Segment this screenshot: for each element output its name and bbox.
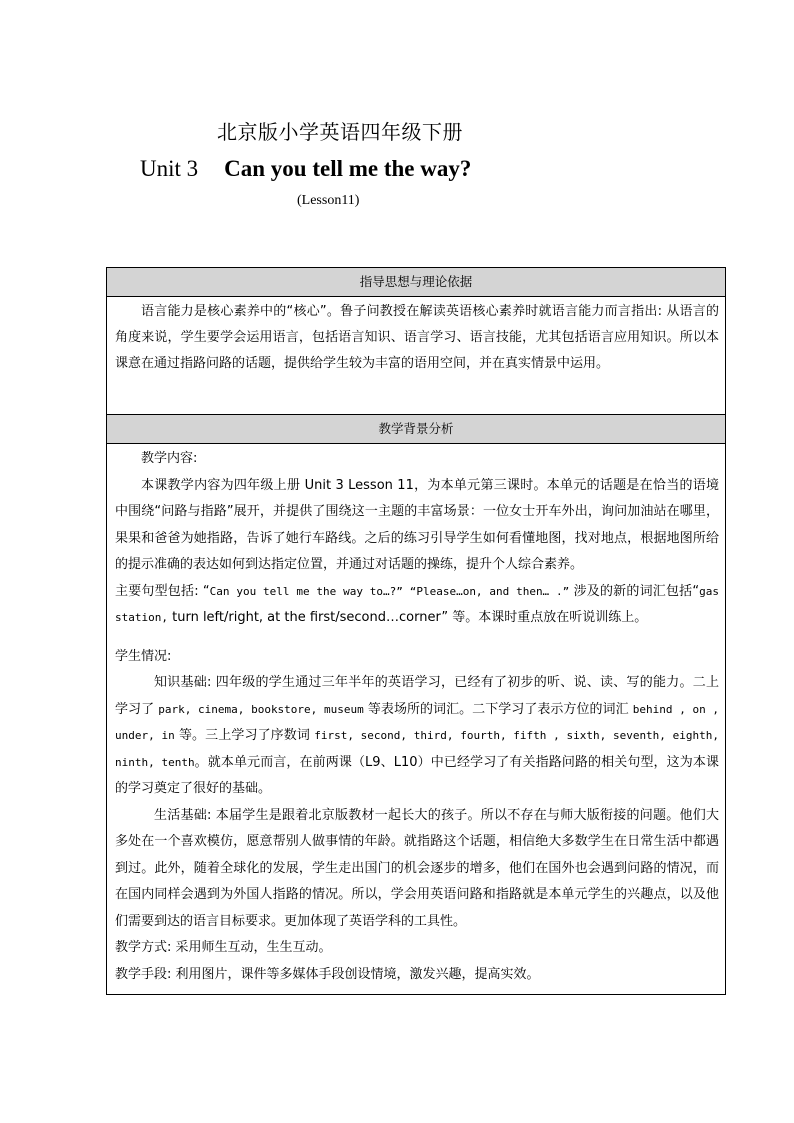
teaching-method: 教学方式: 采用师生互动，生生互动。 <box>115 940 332 955</box>
patterns-text-e: turn left/right, at the first/second…corner” 等。本课时重点放在听说训练上。 <box>167 610 648 625</box>
knowledge-text-g: 。就本单元而言，在前两课（L9、L10）中已经学习了有关指路问路的相关句型，这为本课的学习奠定了很好的基础。 <box>115 754 719 796</box>
patterns-text-b: Can you tell me the way to…?” “Please…on, and then… .” <box>209 584 570 598</box>
section-body-background <box>107 444 725 994</box>
section-heading-background: 教学背景分析 <box>107 415 725 444</box>
unit-title: Can you tell me the way? <box>224 156 472 181</box>
section-heading-guiding-ideas: 指导思想与理论依据 <box>107 268 725 297</box>
unit-number: Unit 3 <box>140 156 199 181</box>
patterns-text-d: gas station, <box>115 584 719 624</box>
lesson-label: (Lesson11) <box>297 193 360 208</box>
knowledge-text-b: park, cinema, bookstore, museum <box>158 702 364 716</box>
patterns-text-c: 涉及的新的词汇包括“ <box>569 583 700 599</box>
unit-heading <box>140 156 471 182</box>
teaching-content-paragraph: 本课教学内容为四年级上册 Unit 3 Lesson 11，为本单元第三课时。本单元的话题是在恰当的语境中围绕“问路与指路”展开，并提供了围绕这一主题的丰富场景：一位女士开车外出，询问加油站在哪里，果果和爸爸为她指路，告诉了她行车路线。之后的练习引导学生如何看懂地图，找对地点，根据地图所给的提示准确的表达如何到达指定位置，并通过对话题的操练，提升个人综合素养。 <box>115 477 719 572</box>
student-situation-label: 学生情况: <box>115 648 172 664</box>
knowledge-text-f: first, second, third, fourth, fifth , sixth, seventh, eighth, ninth, tenth <box>115 729 720 769</box>
lesson-plan-table <box>106 267 726 995</box>
knowledge-text-a: 知识基础: 四年级的学生通过三年半年的英语学习，已经有了初步的听、说、读、写的能力。二上学习了 <box>115 675 719 717</box>
guiding-ideas-paragraph: 语言能力是核心素养中的“核心”。鲁子问教授在解读英语核心素养时就语言能力而言指出: 从语言的角度来说，学生要学会运用语言，包括语言知识、语言学习、语言技能，尤其包括语言应用知识。所以本课意在通过指路问路的话题，提供给学生较为丰富的语用空间，并在真实情景中运用。 <box>115 304 719 371</box>
patterns-text-a: 主要句型包括: “ <box>115 583 210 599</box>
knowledge-text-c: 等表场所的词汇。二下学习了表示方位的词汇 <box>363 701 633 717</box>
teaching-content-label: 教学内容: <box>141 451 198 466</box>
document-title-cn: 北京版小学英语四年级下册 <box>217 120 463 144</box>
sentence-patterns-paragraph <box>115 579 719 632</box>
teaching-means: 教学手段: 利用图片，课件等多媒体手段创设情境，激发兴趣，提高实效。 <box>115 966 540 982</box>
life-base-paragraph: 生活基础: 本届学生是跟着北京版教材一起长大的孩子。所以不存在与师大版衔接的问题。他们大多处在一个喜欢模仿，愿意帮别人做事情的年龄。就指路这个话题，相信绝大多数学生在日常生活中都遇到过。此外，随着全球化的发展，学生走出国门的机会逐步的增多，他们在国外也会遇到问路的情况，而在国内同样会遇到为外国人指路的情况。所以，学会用英语问路和指路就是本单元学生的兴趣点，以及他们需要到达的语言目标要求。更加体现了英语学科的工具性。 <box>115 807 719 929</box>
knowledge-text-e: 等。三上学习了序数词 <box>174 728 315 743</box>
knowledge-text-d: behind , on , under, in <box>115 702 720 742</box>
section-body-guiding-ideas <box>107 297 725 415</box>
knowledge-base-paragraph <box>115 670 719 803</box>
